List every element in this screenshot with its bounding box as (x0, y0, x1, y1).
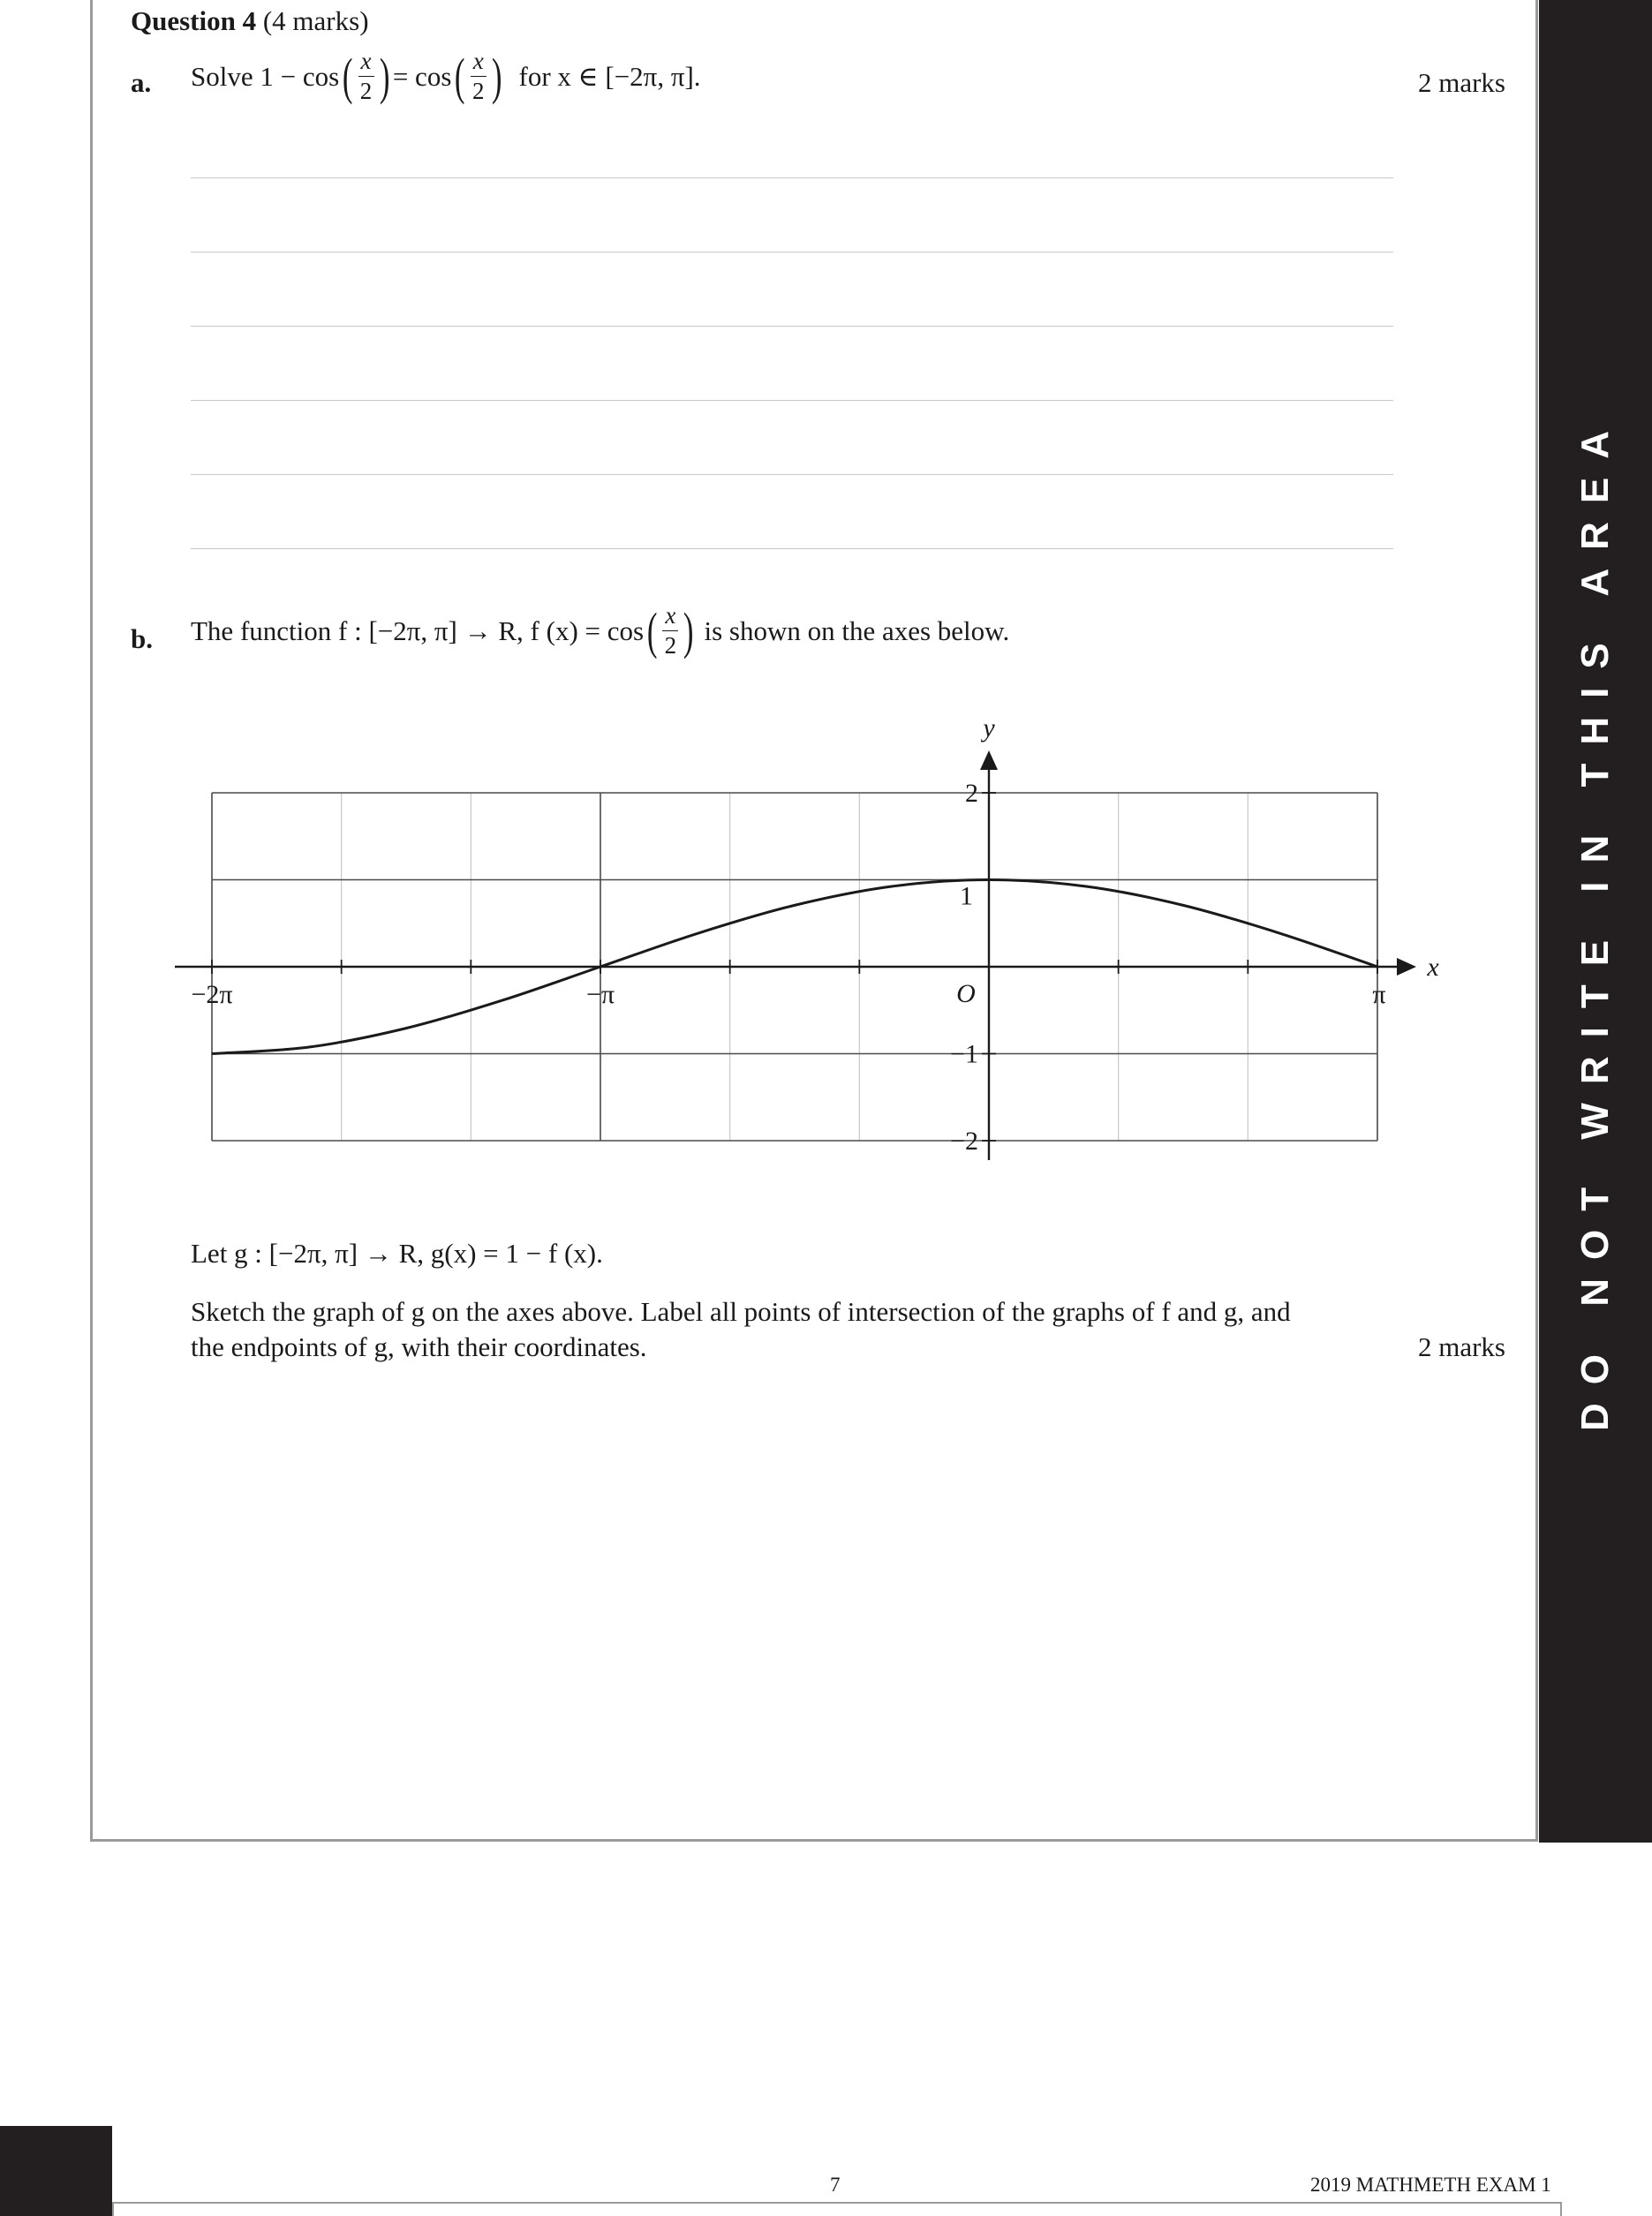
fraction-denominator: 2 (359, 78, 373, 104)
exam-name: 2019 MATHMETH EXAM 1 (1310, 2174, 1551, 2196)
fraction-numerator: x (358, 49, 374, 77)
y-axis-arrow (980, 750, 998, 770)
footer-border (112, 2202, 1562, 2216)
x-tick-label: −2π (191, 980, 233, 1009)
origin-label: O (956, 979, 976, 1008)
y-tick-label: 1 (960, 881, 973, 911)
x-axis-arrow (1397, 958, 1416, 976)
y-tick-label: −2 (950, 1127, 978, 1156)
part-a-label: a. (131, 67, 152, 98)
x-axis-label: x (1427, 953, 1439, 982)
do-not-write-notice: DO NOT WRITE IN THIS AREA (1573, 411, 1617, 1432)
part-b-instruction-2: the endpoints of g, with their coordinates. (191, 1331, 647, 1362)
open-paren: ( (343, 47, 353, 105)
fraction-numerator: x (662, 604, 678, 631)
part-a-marks: 2 marks (1417, 67, 1505, 98)
part-b-intro-end: is shown on the axes below. (704, 614, 1010, 646)
part-a-cos: cos (302, 60, 340, 92)
part-b-g-definition: Let g : [−2π, π] → R, g(x) = 1 − f (x). (191, 1238, 603, 1269)
question-marks: (4 marks) (262, 5, 369, 36)
close-paren: ) (491, 47, 502, 105)
x-tick-label: π (1372, 980, 1386, 1009)
y-tick-label: 2 (965, 779, 978, 808)
x-tick-label: −π (585, 980, 615, 1009)
part-a-domain: for x ∈ [−2π, π]. (518, 60, 701, 92)
part-a-equals: = cos (392, 60, 452, 92)
part-b-label: b. (131, 623, 153, 654)
close-paren: ) (379, 47, 389, 105)
page-number: 7 (830, 2174, 841, 2196)
part-b-function-def: The function f : [−2π, π] → R, f (x) = cos (191, 614, 645, 646)
y-axis-label: y (983, 713, 995, 742)
y-tick-label: −1 (950, 1039, 978, 1069)
fraction-denominator: 2 (664, 632, 677, 659)
fraction-denominator: 2 (471, 78, 485, 104)
close-paren: ) (683, 601, 694, 660)
question-number: Question 4 (131, 5, 257, 36)
part-b-marks: 2 marks (1417, 1331, 1505, 1362)
fraction-numerator: x (471, 49, 487, 77)
axes (175, 750, 1416, 1160)
part-b-instruction-1: Sketch the graph of g on the axes above. Label all points of intersection of the graphs of f and g, and (191, 1296, 1291, 1327)
axis-labels (191, 713, 1439, 1156)
open-paren: ( (455, 47, 465, 105)
footer-tab (0, 2126, 112, 2216)
open-paren: ( (646, 601, 658, 660)
part-a-prefix: Solve 1 − (191, 60, 297, 92)
